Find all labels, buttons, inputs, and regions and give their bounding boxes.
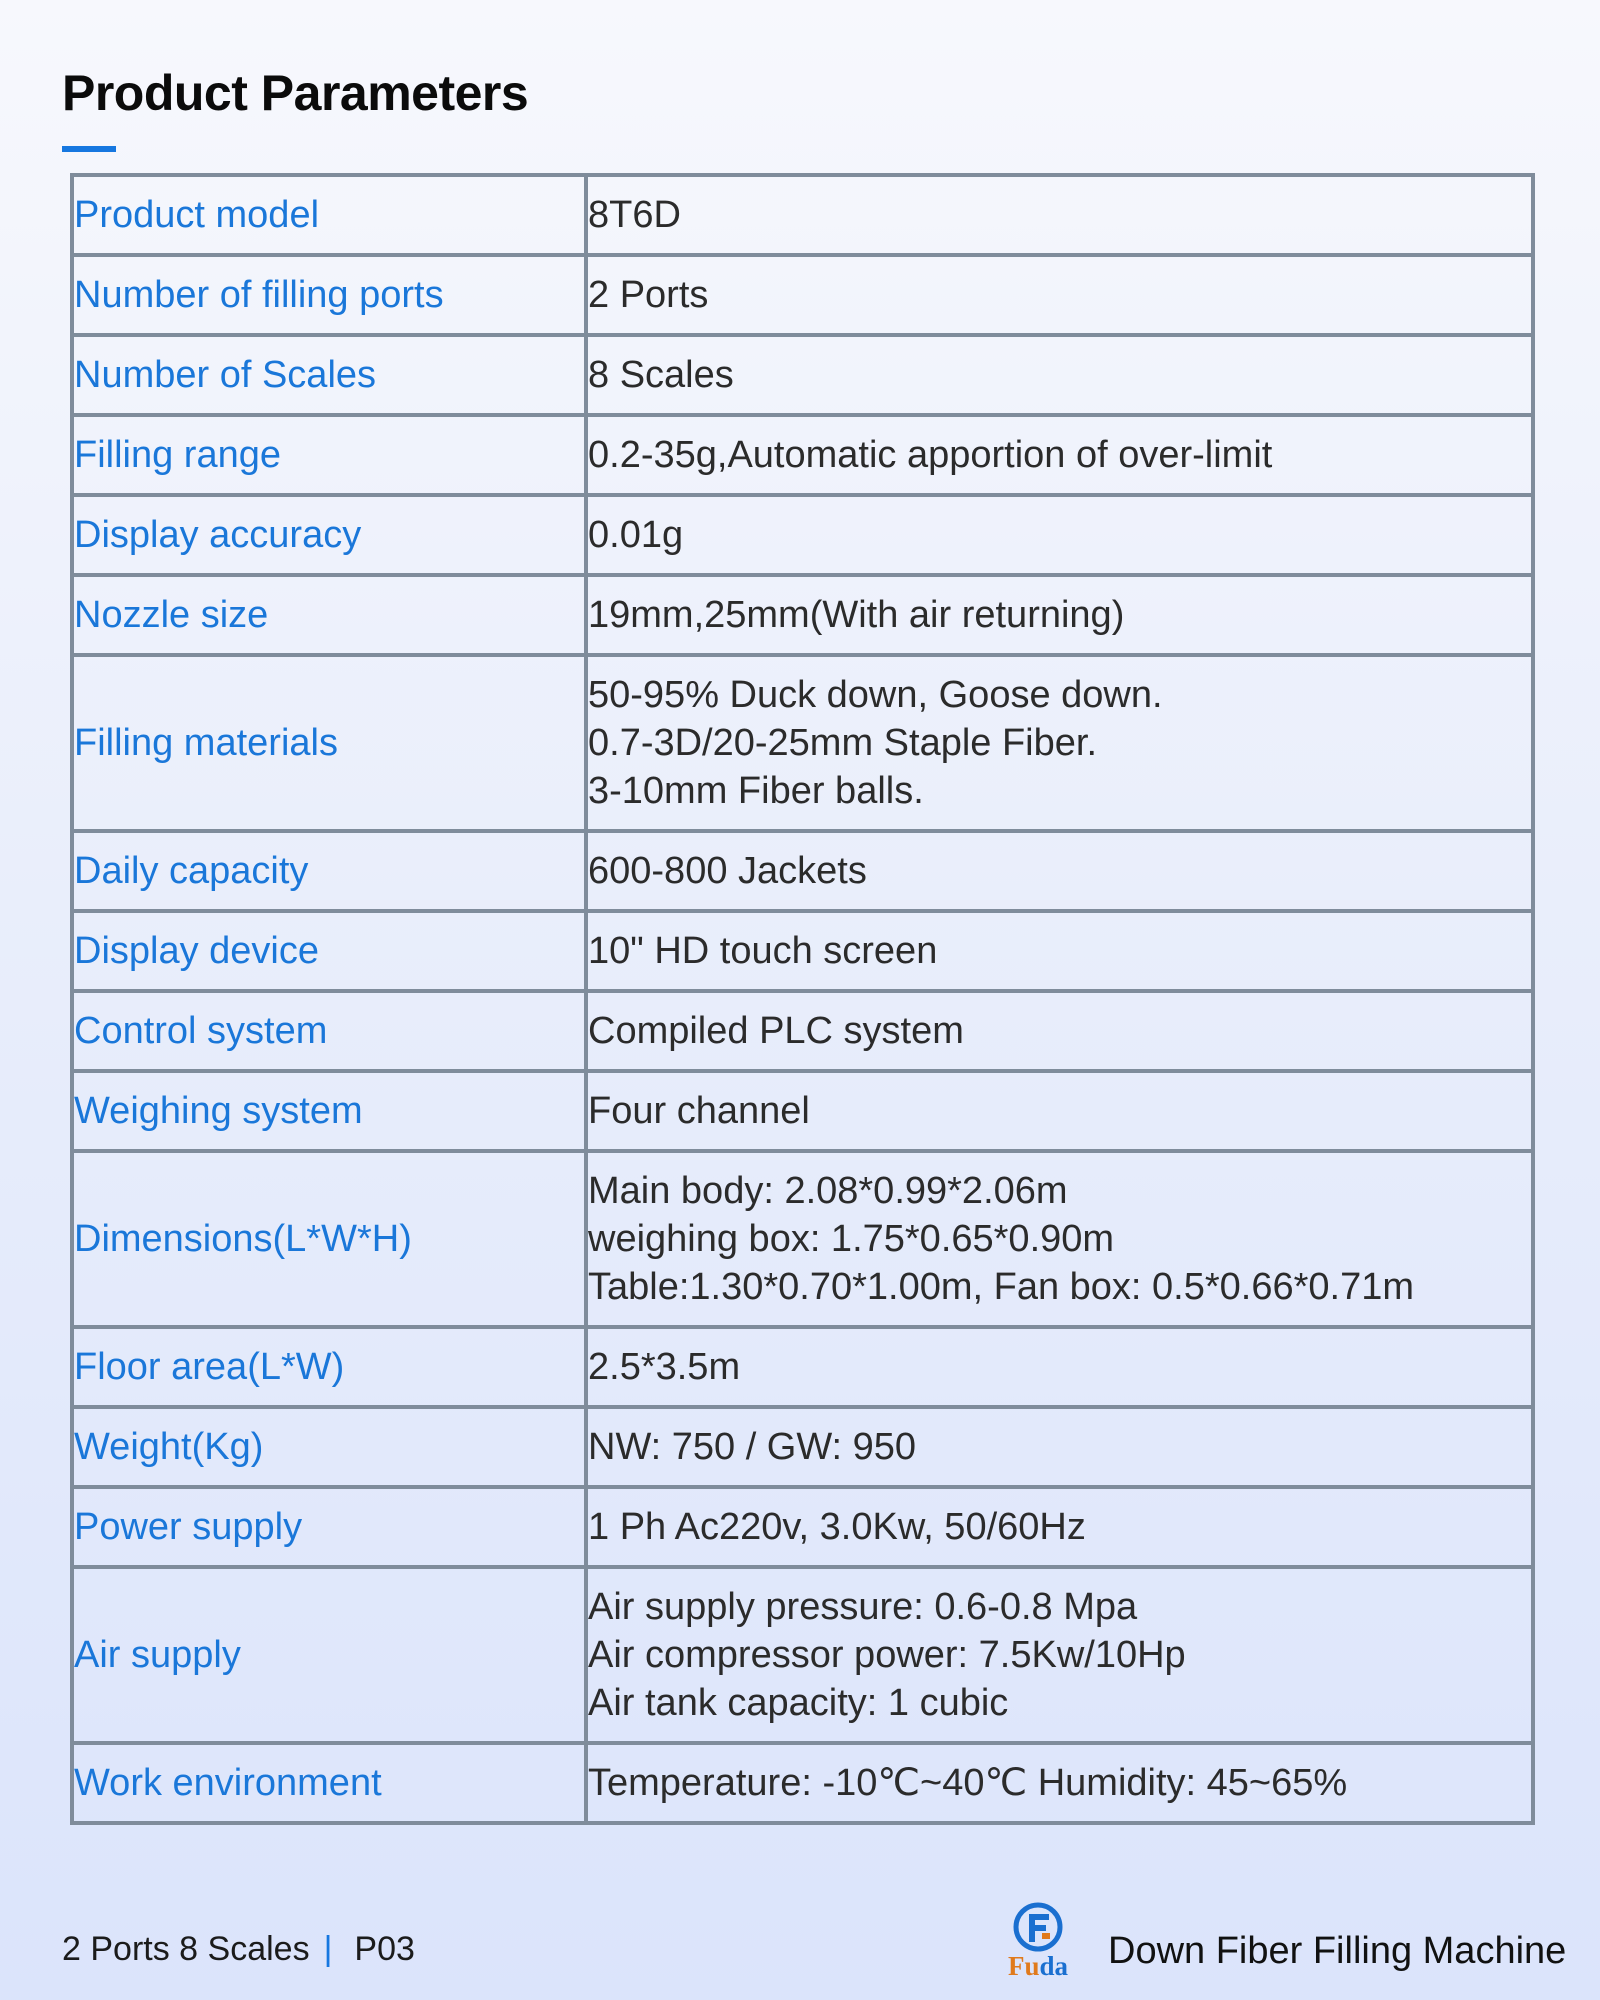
logo-text-b: da bbox=[1039, 1951, 1069, 1981]
param-value-line: 10" HD touch screen bbox=[588, 930, 938, 972]
param-label: Display accuracy bbox=[72, 495, 586, 575]
param-value bbox=[586, 655, 1533, 831]
table-row bbox=[72, 991, 1533, 1071]
table-row bbox=[72, 831, 1533, 911]
param-label: Number of filling ports bbox=[72, 255, 586, 335]
parameters-table-body bbox=[72, 175, 1533, 1823]
table-row bbox=[72, 575, 1533, 655]
param-value-line: Table:1.30*0.70*1.00m, Fan box: 0.5*0.66*0.71m bbox=[588, 1266, 1415, 1308]
param-value bbox=[586, 1071, 1533, 1151]
table-row bbox=[72, 1071, 1533, 1151]
param-value-line: Air compressor power: 7.5Kw/10Hp bbox=[588, 1634, 1186, 1676]
param-label: Nozzle size bbox=[72, 575, 586, 655]
table-row bbox=[72, 175, 1533, 255]
table-row bbox=[72, 1487, 1533, 1567]
param-label: Power supply bbox=[72, 1487, 586, 1567]
param-value bbox=[586, 415, 1533, 495]
param-value-line: Air supply pressure: 0.6-0.8 Mpa bbox=[588, 1586, 1138, 1628]
param-label: Air supply bbox=[72, 1567, 586, 1743]
param-value bbox=[586, 1487, 1533, 1567]
param-value bbox=[586, 175, 1533, 255]
table-row bbox=[72, 335, 1533, 415]
title-underline bbox=[62, 146, 116, 152]
param-value-line: NW: 750 / GW: 950 bbox=[588, 1426, 917, 1468]
param-value-line: 3-10mm Fiber balls. bbox=[588, 770, 924, 812]
param-value-line: Compiled PLC system bbox=[588, 1010, 964, 1052]
param-value-line: Air tank capacity: 1 cubic bbox=[588, 1682, 1009, 1724]
param-value bbox=[586, 1327, 1533, 1407]
param-value-line: Temperature: -10℃~40℃ Humidity: 45~65% bbox=[588, 1762, 1348, 1804]
param-value bbox=[586, 1743, 1533, 1823]
param-label: Product model bbox=[72, 175, 586, 255]
page-title: Product Parameters bbox=[62, 65, 529, 121]
param-value-line: Four channel bbox=[588, 1090, 810, 1132]
param-label: Filling materials bbox=[72, 655, 586, 831]
param-label: Work environment bbox=[72, 1743, 586, 1823]
footer-separator: | bbox=[323, 1930, 333, 1968]
table-row bbox=[72, 1743, 1533, 1823]
param-value-line: 19mm,25mm(With air returning) bbox=[588, 594, 1125, 636]
param-value-line: 0.01g bbox=[588, 514, 684, 556]
param-label: Dimensions(L*W*H) bbox=[72, 1151, 586, 1327]
param-value-line: 0.2-35g,Automatic apportion of over-limit bbox=[588, 434, 1273, 476]
param-value bbox=[586, 1407, 1533, 1487]
logo-text-a: Fu bbox=[1007, 1951, 1040, 1981]
param-value bbox=[586, 831, 1533, 911]
page-number: P03 bbox=[354, 1930, 415, 1968]
product-name: Down Fiber Filling Machine bbox=[1108, 1930, 1567, 1972]
param-value bbox=[586, 991, 1533, 1071]
param-label: Filling range bbox=[72, 415, 586, 495]
logo-wordmark bbox=[1002, 1951, 1074, 1982]
table-row bbox=[72, 495, 1533, 575]
param-value bbox=[586, 1151, 1533, 1327]
param-label: Floor area(L*W) bbox=[72, 1327, 586, 1407]
param-label: Number of Scales bbox=[72, 335, 586, 415]
table-row bbox=[72, 1407, 1533, 1487]
param-value-line: 0.7-3D/20-25mm Staple Fiber. bbox=[588, 722, 1098, 764]
param-value-line: 50-95% Duck down, Goose down. bbox=[588, 674, 1163, 716]
param-value bbox=[586, 255, 1533, 335]
table-row bbox=[72, 655, 1533, 831]
table-row bbox=[72, 255, 1533, 335]
param-label: Weighing system bbox=[72, 1071, 586, 1151]
param-value-line: 2.5*3.5m bbox=[588, 1346, 741, 1388]
series-label: 2 Ports 8 Scales bbox=[62, 1930, 310, 1968]
table-row bbox=[72, 1151, 1533, 1327]
table-row bbox=[72, 911, 1533, 991]
param-value bbox=[586, 1567, 1533, 1743]
table-row bbox=[72, 415, 1533, 495]
footer-series bbox=[62, 1930, 415, 1969]
param-label: Weight(Kg) bbox=[72, 1407, 586, 1487]
param-value bbox=[586, 495, 1533, 575]
param-value-line: weighing box: 1.75*0.65*0.90m bbox=[588, 1218, 1115, 1260]
param-value-line: Main body: 2.08*0.99*2.06m bbox=[588, 1170, 1068, 1212]
param-label: Control system bbox=[72, 991, 586, 1071]
param-label: Daily capacity bbox=[72, 831, 586, 911]
param-value-line: 8T6D bbox=[588, 194, 681, 236]
param-value-line: 600-800 Jackets bbox=[588, 850, 867, 892]
table-row bbox=[72, 1567, 1533, 1743]
param-value bbox=[586, 335, 1533, 415]
parameters-table bbox=[70, 173, 1535, 1825]
table-row bbox=[72, 1327, 1533, 1407]
param-label: Display device bbox=[72, 911, 586, 991]
param-value-line: 1 Ph Ac220v, 3.0Kw, 50/60Hz bbox=[588, 1506, 1086, 1548]
param-value-line: 8 Scales bbox=[588, 354, 734, 396]
param-value bbox=[586, 575, 1533, 655]
param-value-line: 2 Ports bbox=[588, 274, 709, 316]
param-value bbox=[586, 911, 1533, 991]
